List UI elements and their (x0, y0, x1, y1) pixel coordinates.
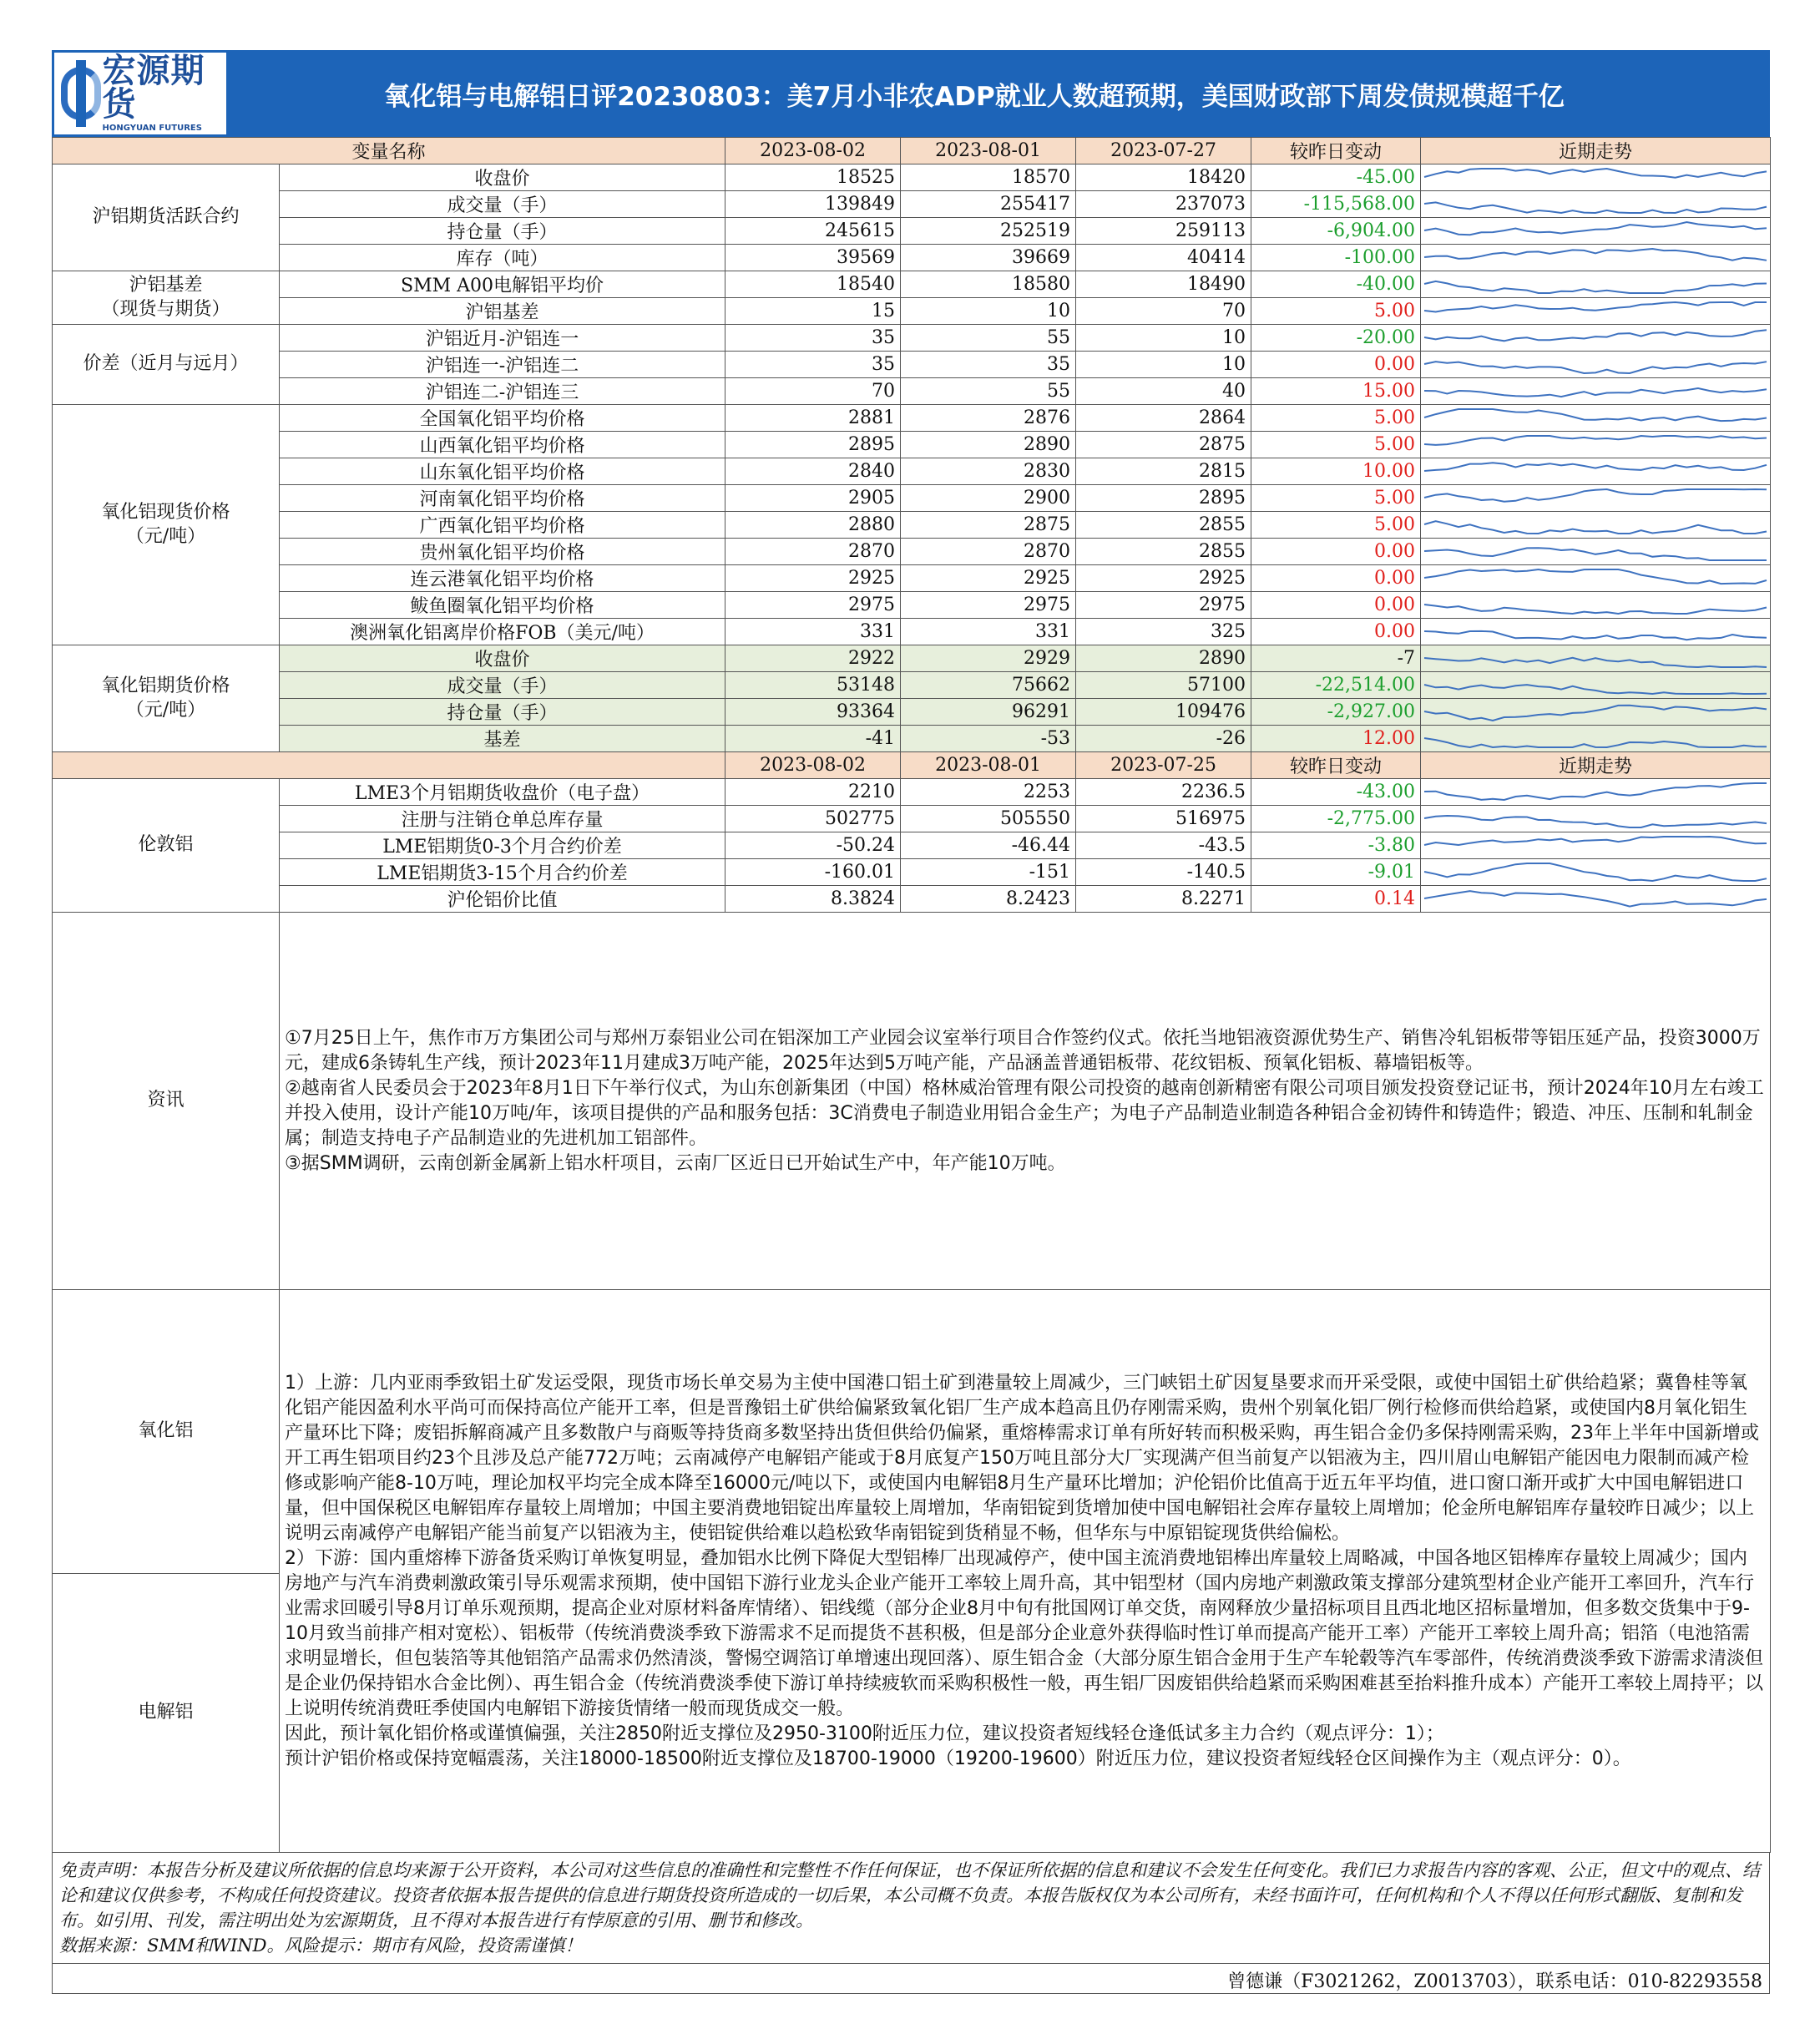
header-row (53, 752, 1771, 779)
value-d1: 2870 (725, 539, 901, 565)
value-d1: 502775 (725, 806, 901, 832)
report-header (52, 50, 1770, 137)
data-row (53, 539, 1771, 565)
group-spread: 价差（近月与远月） (53, 325, 280, 405)
header-variable: 变量名称 (53, 138, 725, 164)
trend-sparkline (1421, 699, 1771, 726)
row-name: 沪伦铝价比值 (280, 886, 725, 913)
trend-sparkline (1421, 352, 1771, 378)
change-value: 0.00 (1251, 592, 1421, 619)
change-value: 5.00 (1251, 512, 1421, 539)
value-d1: -50.24 (725, 832, 901, 859)
data-row (53, 352, 1771, 378)
row-name: 沪铝基差 (280, 298, 725, 325)
trend-sparkline (1421, 779, 1771, 806)
change-value: 0.00 (1251, 619, 1421, 645)
change-value: -3.80 (1251, 832, 1421, 859)
value-d2: 2975 (901, 592, 1076, 619)
header-blank (53, 752, 725, 779)
value-d3: -43.5 (1076, 832, 1251, 859)
data-row (53, 485, 1771, 512)
header-d3: 2023-07-27 (1076, 138, 1251, 164)
value-d2: 10 (901, 298, 1076, 325)
data-row (53, 806, 1771, 832)
change-value: 10.00 (1251, 458, 1421, 485)
trend-sparkline (1421, 512, 1771, 539)
trend-sparkline (1421, 859, 1771, 886)
row-name: 河南氧化铝平均价格 (280, 485, 725, 512)
logo-cn: 宏源期货 (102, 52, 205, 124)
value-d2: 252519 (901, 218, 1076, 245)
row-name: 库存（吨） (280, 245, 725, 271)
change-value: -7 (1251, 645, 1421, 672)
footer (52, 1853, 1770, 1994)
row-name: 全国氧化铝平均价格 (280, 405, 725, 432)
data-row (53, 432, 1771, 458)
trend-sparkline (1421, 619, 1771, 645)
value-d3: 40414 (1076, 245, 1251, 271)
change-value: 0.14 (1251, 886, 1421, 913)
value-d3: 70 (1076, 298, 1251, 325)
data-row (53, 699, 1771, 726)
data-row (53, 886, 1771, 913)
value-d1: 35 (725, 325, 901, 352)
row-name: 澳洲氧化铝离岸价格FOB（美元/吨） (280, 619, 725, 645)
value-d2: 55 (901, 378, 1076, 405)
value-d3: 57100 (1076, 672, 1251, 699)
change-value: 5.00 (1251, 405, 1421, 432)
news-row (53, 913, 1771, 1290)
row-name: 广西氧化铝平均价格 (280, 512, 725, 539)
analyst-signature: 曾德谦（F3021262，Z0013703），联系电话：010-82293558 (52, 1964, 1770, 1994)
company-logo (52, 50, 229, 137)
row-name: 收盘价 (280, 645, 725, 672)
value-d3: -140.5 (1076, 859, 1251, 886)
data-row (53, 191, 1771, 218)
row-name: 持仓量（手） (280, 218, 725, 245)
value-d2: 2870 (901, 539, 1076, 565)
value-d2: 2890 (901, 432, 1076, 458)
change-value: -40.00 (1251, 271, 1421, 298)
data-row (53, 271, 1771, 298)
value-d2: 55 (901, 325, 1076, 352)
report-page (52, 50, 1770, 2014)
row-name: LME铝期货0-3个月合约价差 (280, 832, 725, 859)
data-row (53, 325, 1771, 352)
data-source: 数据来源：SMM和WIND。风险提示：期市有风险，投资需谨慎！ (59, 1935, 583, 1956)
change-value: -9.01 (1251, 859, 1421, 886)
value-d3: 259113 (1076, 218, 1251, 245)
header-chg: 较昨日变动 (1251, 138, 1421, 164)
value-d2: 2875 (901, 512, 1076, 539)
header-d1: 2023-08-02 (725, 138, 901, 164)
row-name: 持仓量（手） (280, 699, 725, 726)
value-d2: 2900 (901, 485, 1076, 512)
data-row (53, 218, 1771, 245)
row-name: 连云港氧化铝平均价格 (280, 565, 725, 592)
value-d2: 35 (901, 352, 1076, 378)
value-d3: 10 (1076, 325, 1251, 352)
change-value: 5.00 (1251, 298, 1421, 325)
change-value: 15.00 (1251, 378, 1421, 405)
trend-sparkline (1421, 405, 1771, 432)
value-d2: 2253 (901, 779, 1076, 806)
header-d2: 2023-08-01 (901, 138, 1076, 164)
data-table (52, 137, 1771, 1853)
change-value: 0.00 (1251, 539, 1421, 565)
group-basis: 沪铝基差 （现货与期货） (53, 271, 280, 325)
change-value: -100.00 (1251, 245, 1421, 271)
row-name: 山东氧化铝平均价格 (280, 458, 725, 485)
value-d1: -41 (725, 726, 901, 752)
analysis-paragraph: 预计沪铝价格或保持宽幅震荡，关注18000-18500附近支撑位及18700-19000（19200-19600）附近压力位，建议投资者短线轻仓区间操作为主（观点评分：0）。 (285, 1748, 1631, 1769)
data-row (53, 779, 1771, 806)
value-d1: 2880 (725, 512, 901, 539)
data-row (53, 619, 1771, 645)
data-row (53, 565, 1771, 592)
value-d1: 245615 (725, 218, 901, 245)
value-d3: 2864 (1076, 405, 1251, 432)
value-d1: 2922 (725, 645, 901, 672)
trend-sparkline (1421, 672, 1771, 699)
trend-sparkline (1421, 485, 1771, 512)
change-value: -22,514.00 (1251, 672, 1421, 699)
value-d1: 93364 (725, 699, 901, 726)
row-name: 沪铝近月-沪铝连一 (280, 325, 725, 352)
value-d1: 2881 (725, 405, 901, 432)
analysis-paragraph: 因此，预计氧化铝价格或谨慎偏强，关注2850附近支撑位及2950-3100附近压力位，建议投资者短线轻仓逢低试多主力合约（观点评分：1）； (285, 1723, 1444, 1744)
value-d2: 75662 (901, 672, 1076, 699)
trend-sparkline (1421, 271, 1771, 298)
value-d1: 70 (725, 378, 901, 405)
value-d3: 2236.5 (1076, 779, 1251, 806)
change-value: -2,927.00 (1251, 699, 1421, 726)
trend-sparkline (1421, 245, 1771, 271)
trend-sparkline (1421, 298, 1771, 325)
value-d3: 2895 (1076, 485, 1251, 512)
trend-sparkline (1421, 645, 1771, 672)
trend-sparkline (1421, 458, 1771, 485)
trend-sparkline (1421, 378, 1771, 405)
row-name: LME3个月铝期货收盘价（电子盘） (280, 779, 725, 806)
value-d2: 2830 (901, 458, 1076, 485)
data-row (53, 672, 1771, 699)
row-name: 收盘价 (280, 164, 725, 191)
value-d2: 18580 (901, 271, 1076, 298)
trend-sparkline (1421, 886, 1771, 913)
value-d2: -46.44 (901, 832, 1076, 859)
row-name: SMM A00电解铝平均价 (280, 271, 725, 298)
group-alumina_fut: 氧化铝期货价格 （元/吨） (53, 645, 280, 752)
value-d1: 8.3824 (725, 886, 901, 913)
change-value: 0.00 (1251, 565, 1421, 592)
value-d3: 2875 (1076, 432, 1251, 458)
analysis-paragraph: 2）下游：国内重熔棒下游备货采购订单恢复明显，叠加铝水比例下降促大型铝棒厂出现减停产，使中国主流消费地铝棒出库量较上周略减，中国各地区铝棒库存量较上周减少；国内房地产与汽车消费刺激政策引导乐观需求预期，使中国铝下游行业龙头企业产能开工率较上周升高，其中铝型材（国内房地产刺激政策支撑部分建筑型材企业产能开工率回升，汽车行业需求回暖引导8月订单乐观预期，提高企业对原材料备库情绪）、铝线缆（部分企业8月中旬有批国网订单交货，南网释放少量招标项目且西北地区招标量增加，但多数交货集中于9-10月致当前排产相对宽松）、铝板带（传统消费淡季致下游需求不足而提货不甚积极，但是部分企业意外获得临时性订单而提高产能开工率）产能开工率较上周升高；铝箔（电池箔需求明显增长，但包装箔等其他铝箔产品需求仍然清淡，警惕空调箔订单增速出现回落）、原生铝合金（大部分原生铝合金用于生产车轮毂等汽车零部件，传统消费淡季致下游需求清淡但是企业仍保持铝水合金比例）、再生铝合金（传统消费淡季使下游订单持续疲软而采购积极性一般，再生铝厂因废铝供给趋紧而采购困难甚至抬料推升成本）产能开工率较上周持平；以上说明传统消费旺季使国内电解铝下游接货情绪一般而现货成交一般。 (285, 1547, 1764, 1719)
trend-sparkline (1421, 832, 1771, 859)
value-d2: 18570 (901, 164, 1076, 191)
value-d1: 18540 (725, 271, 901, 298)
value-d1: -160.01 (725, 859, 901, 886)
value-d2: 39669 (901, 245, 1076, 271)
change-value: 12.00 (1251, 726, 1421, 752)
value-d1: 35 (725, 352, 901, 378)
value-d1: 331 (725, 619, 901, 645)
row-name: 成交量（手） (280, 191, 725, 218)
value-d3: 2975 (1076, 592, 1251, 619)
value-d1: 2840 (725, 458, 901, 485)
change-value: -2,775.00 (1251, 806, 1421, 832)
group-alumina: 氧化铝 (53, 1290, 280, 1574)
value-d1: 2975 (725, 592, 901, 619)
value-d2: 331 (901, 619, 1076, 645)
row-name: 贵州氧化铝平均价格 (280, 539, 725, 565)
value-d2: 505550 (901, 806, 1076, 832)
news-paragraph: ②越南省人民委员会于2023年8月1日下午举行仪式，为山东创新集团（中国）格林威治管理有限公司投资的越南创新精密有限公司项目颁发投资登记证书，预计2024年10月左右竣工并投入使用，设计产能10万吨/年，该项目提供的产品和服务包括：3C消费电子制造业用铝合金生产；为电子产品制造业制造各种铝合金初铸件和铸造件；锻造、冲压、压制和轧制金属；制造支持电子产品制造业的先进机加工铝部件。 (285, 1077, 1764, 1149)
header-trend: 近期走势 (1421, 752, 1771, 779)
data-row (53, 378, 1771, 405)
value-d3: 2815 (1076, 458, 1251, 485)
value-d1: 139849 (725, 191, 901, 218)
data-row (53, 298, 1771, 325)
value-d1: 15 (725, 298, 901, 325)
value-d3: 237073 (1076, 191, 1251, 218)
header-row (53, 138, 1771, 164)
value-d3: 2925 (1076, 565, 1251, 592)
value-d2: 2925 (901, 565, 1076, 592)
row-name: 山西氧化铝平均价格 (280, 432, 725, 458)
header-d3: 2023-07-25 (1076, 752, 1251, 779)
trend-sparkline (1421, 565, 1771, 592)
trend-sparkline (1421, 218, 1771, 245)
change-value: -6,904.00 (1251, 218, 1421, 245)
value-d3: 2890 (1076, 645, 1251, 672)
header-d2: 2023-08-01 (901, 752, 1076, 779)
row-name: 基差 (280, 726, 725, 752)
header-d1: 2023-08-02 (725, 752, 901, 779)
value-d1: 2895 (725, 432, 901, 458)
value-d3: 109476 (1076, 699, 1251, 726)
trend-sparkline (1421, 539, 1771, 565)
data-row (53, 832, 1771, 859)
disclaimer-box (52, 1853, 1770, 1964)
change-value: 0.00 (1251, 352, 1421, 378)
row-name: 沪铝连一-沪铝连二 (280, 352, 725, 378)
report-title: 氧化铝与电解铝日评20230803：美7月小非农ADP就业人数超预期，美国财政部下周发债规模超千亿 (384, 81, 1565, 112)
analysis-paragraph: 1）上游：几内亚雨季致铝土矿发运受限，现货市场长单交易为主使中国港口铝土矿到港量较上周减少，三门峡铝土矿因复垦要求而开采受限，或使中国铝土矿供给趋紧；冀鲁桂等氧化铝产能因盈利水平尚可而保持高位产能开工率，但是晋豫铝土矿供给偏紧致氧化铝厂生产成本趋高且仍存刚需采购，贵州个别氧化铝厂例行检修而供给趋紧，或使国内8月氧化铝生产量环比下降；废铝拆解商减产且多数散户与商贩等持货商多数坚持出货但供给仍偏紧，重熔棒需求订单有所好转而积极采购，再生铝合金仍多保持刚需采购，23年上半年中国新增或开工再生铝项目约23个且涉及总产能772万吨；云南减停产电解铝产能或于8月底复产150万吨且部分大厂实现满产但当前复产以铝液为主，四川眉山电解铝产能因电力限制而减产检修或影响产能8-10万吨，理论加权平均完全成本降至16000元/吨以下，或使国内电解铝8月生产量环比增加；沪伦铝价比值高于近五年平均值，进口窗口渐开或扩大中国电解铝进口量，但中国保税区电解铝库存量较上周增加；中国主要消费地铝锭出库量较上周增加，华南铝锭到货增加使中国电解铝社会库存量较上周增加；伦金所电解铝库存量较昨日减少；以上说明云南减停产电解铝产能当前复产以铝液为主，使铝锭供给难以趋松致华南铝锭到货稍显不畅，但华东与中原铝锭现货供给偏松。 (285, 1372, 1760, 1544)
value-d2: -53 (901, 726, 1076, 752)
value-d3: 8.2271 (1076, 886, 1251, 913)
analysis-content (280, 1290, 1771, 1853)
trend-sparkline (1421, 191, 1771, 218)
value-d2: -151 (901, 859, 1076, 886)
value-d2: 255417 (901, 191, 1076, 218)
news-paragraph: ③据SMM调研，云南创新金属新上铝水杆项目，云南厂区近日已开始试生产中，年产能10万吨。 (285, 1152, 1066, 1174)
value-d3: 10 (1076, 352, 1251, 378)
value-d3: 40 (1076, 378, 1251, 405)
header-chg: 较昨日变动 (1251, 752, 1421, 779)
value-d1: 18525 (725, 164, 901, 191)
alumina-row (53, 1290, 1771, 1574)
trend-sparkline (1421, 726, 1771, 752)
row-name: 沪铝连二-沪铝连三 (280, 378, 725, 405)
row-name: LME铝期货3-15个月合约价差 (280, 859, 725, 886)
value-d2: 2929 (901, 645, 1076, 672)
group-electro: 电解铝 (53, 1574, 280, 1853)
value-d3: 2855 (1076, 512, 1251, 539)
value-d1: 53148 (725, 672, 901, 699)
disclaimer-text: 免责声明：本报告分析及建议所依据的信息均来源于公开资料，本公司对这些信息的准确性和完整性不作任何保证，也不保证所依据的信息和建议不会发生任何变化。我们已力求报告内容的客观、公正，但文中的观点、结论和建议仅供参考，不构成任何投资建议。投资者依据本报告提供的信息进行期货投资所造成的一切后果，本公司概不负责。本报告版权仅为本公司所有，未经书面许可，任何机构和个人不得以任何形式翻版、复制和发布。如引用、刊发，需注明出处为宏源期货，且不得对本报告进行有悖原意的引用、删节和修改。 (59, 1860, 1760, 1930)
group-news: 资讯 (53, 913, 280, 1290)
data-row (53, 512, 1771, 539)
value-d3: 325 (1076, 619, 1251, 645)
data-row (53, 245, 1771, 271)
group-lme: 伦敦铝 (53, 779, 280, 913)
trend-sparkline (1421, 164, 1771, 191)
value-d2: 96291 (901, 699, 1076, 726)
data-row (53, 645, 1771, 672)
value-d1: 2925 (725, 565, 901, 592)
data-row (53, 726, 1771, 752)
value-d3: -26 (1076, 726, 1251, 752)
row-name: 注册与注销仓单总库存量 (280, 806, 725, 832)
value-d3: 516975 (1076, 806, 1251, 832)
value-d2: 8.2423 (901, 886, 1076, 913)
trend-sparkline (1421, 592, 1771, 619)
trend-sparkline (1421, 432, 1771, 458)
change-value: -43.00 (1251, 779, 1421, 806)
value-d2: 2876 (901, 405, 1076, 432)
value-d3: 2855 (1076, 539, 1251, 565)
row-name: 成交量（手） (280, 672, 725, 699)
row-name: 鲅鱼圈氧化铝平均价格 (280, 592, 725, 619)
logo-mark-icon (61, 60, 97, 127)
value-d1: 2905 (725, 485, 901, 512)
group-alumina_spot: 氧化铝现货价格 （元/吨） (53, 405, 280, 645)
news-content (280, 913, 1771, 1290)
change-value: 5.00 (1251, 485, 1421, 512)
data-row (53, 405, 1771, 432)
change-value: -20.00 (1251, 325, 1421, 352)
data-row (53, 164, 1771, 191)
change-value: -115,568.00 (1251, 191, 1421, 218)
data-row (53, 859, 1771, 886)
group-futures: 沪铝期货活跃合约 (53, 164, 280, 271)
data-row (53, 458, 1771, 485)
data-row (53, 592, 1771, 619)
trend-sparkline (1421, 325, 1771, 352)
value-d1: 39569 (725, 245, 901, 271)
news-paragraph: ①7月25日上午，焦作市万方集团公司与郑州万泰铝业公司在铝深加工产业园会议室举行项目合作签约仪式。依托当地铝液资源优势生产、销售冷轧铝板带等铝压延产品，投资3000万元，建成6条铸轧生产线，预计2023年11月建成3万吨产能，2025年达到5万吨产能，产品涵盖普通铝板带、花纹铝板、预氧化铝板、幕墙铝板等。 (285, 1027, 1761, 1074)
change-value: 5.00 (1251, 432, 1421, 458)
change-value: -45.00 (1251, 164, 1421, 191)
trend-sparkline (1421, 806, 1771, 832)
logo-en: HONGYUAN FUTURES (102, 124, 202, 133)
header-trend: 近期走势 (1421, 138, 1771, 164)
value-d1: 2210 (725, 779, 901, 806)
value-d3: 18420 (1076, 164, 1251, 191)
value-d3: 18490 (1076, 271, 1251, 298)
